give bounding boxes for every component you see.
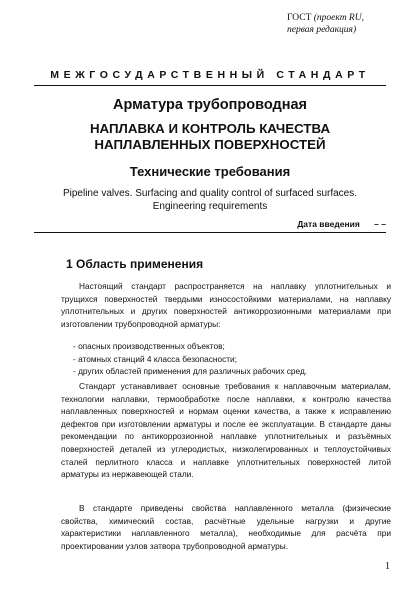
- page-number: 1: [385, 561, 390, 572]
- section-heading: 1 Область применения: [66, 257, 204, 271]
- gost-project-note: [287, 12, 392, 36]
- application-list: [73, 340, 383, 378]
- list-item: - атомных станций 4 класса безопасности;: [73, 353, 237, 364]
- technical-requirements-title: Технические требования: [129, 164, 291, 179]
- introduction-date: [297, 219, 386, 229]
- bottom-divider: [34, 232, 386, 233]
- introduction-date-label: Дата введения: [297, 219, 360, 229]
- subtitle-line1: НАПЛАВКА И КОНТРОЛЬ КАЧЕСТВА: [89, 121, 331, 136]
- project-note-line1: (проект RU,: [313, 13, 364, 23]
- paragraph-properties: В стандарте приведены свойства наплавленного металла (физические свойства, химический состав, расчётные удельные нагрузки и другие характеристики наплавленного металла), необходимые для расчёта при проектировании узлов затвора трубопроводной арматуры.: [61, 503, 391, 551]
- subtitle-line2: НАПЛАВЛЕННЫХ ПОВЕРХНОСТЕЙ: [94, 137, 326, 152]
- paragraph-requirements: Стандарт устанавливает основные требования к наплавочным материалам, технологии наплавки, термообработке после наплавки, к контролю качества наплавленных поверхностей и нормам оценки качества, а также к исправлению дефектов при изготовлении арматуры и после ее эксплуатации. В стандарте даны рекомендации по антикоррозионной наплавке уплотнительных и разъёмных поверхностей деталей из углеродистых, низколегированных и теплоустойчивых сталей перлитного класса и наплавке уплотнительных поверхностей литой арматуры из нержавеющей стали.: [61, 381, 391, 480]
- paragraph-scope: Настоящий стандарт распространяется на наплавку уплотнительных и трущихся поверхностей твердыми износостойкими материалами, на наплавку уплотнительных и других поверхностей антикоррозионными материалами при изготовлении трубопроводной арматуры:: [61, 281, 391, 329]
- introduction-date-dashes: – –: [374, 219, 386, 229]
- english-title-line1: Pipeline valves. Surfacing and quality control of surfaced surfaces.: [62, 188, 358, 199]
- english-title: [30, 188, 390, 213]
- list-item: - опасных производственных объектов;: [73, 341, 225, 351]
- interstate-standard-banner: МЕЖГОСУДАРСТВЕННЫЙ СТАНДАРТ: [50, 69, 370, 81]
- document-subtitle: [30, 121, 390, 153]
- document-title: Арматура трубопроводная: [112, 97, 307, 113]
- english-title-line2: Engineering requirements: [152, 200, 268, 212]
- top-divider: [34, 85, 386, 86]
- gost-label: ГОСТ: [287, 13, 312, 23]
- project-note-line2: первая редакция): [287, 25, 357, 35]
- list-item: - других областей применения для различных рабочих сред.: [73, 366, 308, 377]
